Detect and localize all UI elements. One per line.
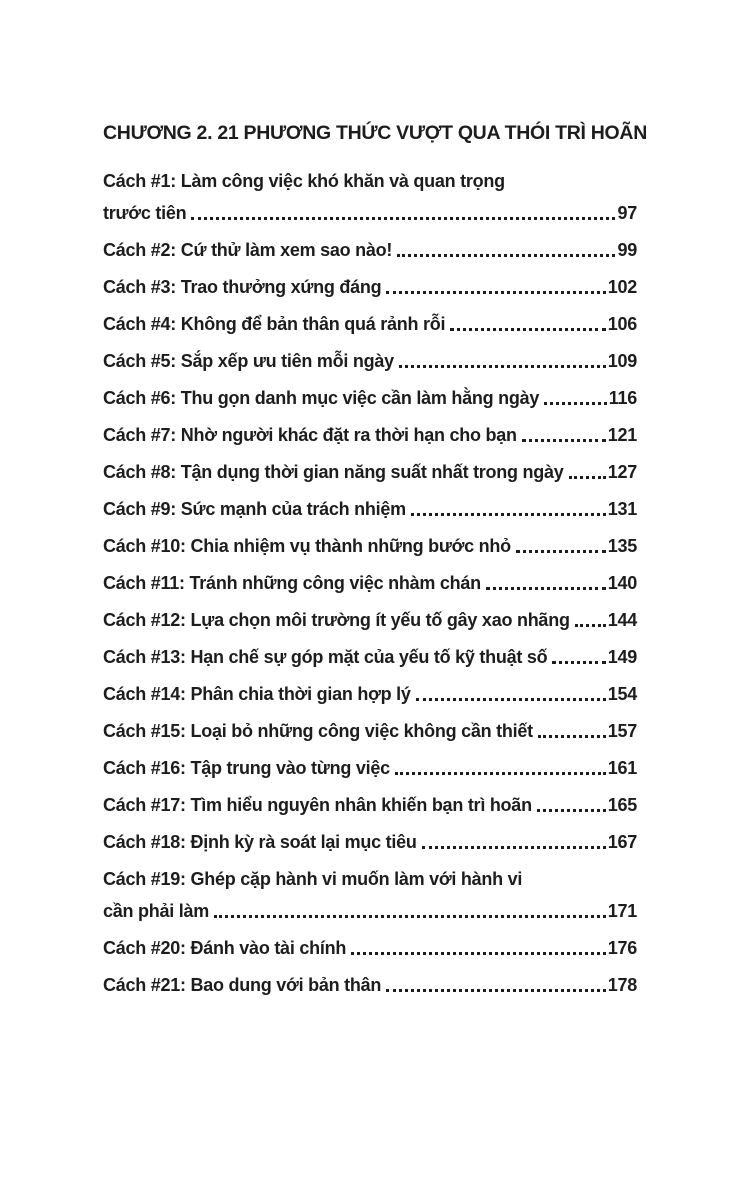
toc-entry-row [103, 567, 637, 599]
dot-leader [516, 550, 606, 553]
toc-entry-title: Cách #2: Cứ thử làm xem sao nào! [103, 240, 393, 260]
dot-leader [351, 952, 606, 955]
dot-leader [544, 402, 607, 405]
toc-entry-title: Cách #11: Tránh những công việc nhàm chán [103, 573, 481, 593]
toc-entry-title: Cách #10: Chia nhiệm vụ thành những bước nhỏ [103, 536, 511, 556]
dot-leader [450, 328, 605, 331]
toc-entry-row [103, 493, 637, 525]
toc-entry [103, 969, 637, 1001]
toc-entry-row [103, 715, 637, 747]
toc-entry-title: Cách #18: Định kỳ rà soát lại mục tiêu [103, 832, 417, 852]
toc-entry [103, 345, 637, 377]
toc-entry-title: Cách #12: Lựa chọn môi trường ít yếu tố gây xao nhãng [103, 610, 570, 630]
toc-entry-title: trước tiên [103, 203, 187, 223]
page-number: 121 [607, 425, 637, 445]
toc-entry-row [103, 969, 637, 1001]
toc-entry [103, 604, 637, 636]
dot-leader [416, 698, 606, 701]
page-number: 106 [607, 314, 637, 334]
dot-leader [214, 915, 606, 918]
page-number: 178 [607, 975, 637, 995]
page-number: 97 [617, 203, 637, 223]
dot-leader [569, 476, 606, 479]
page-number: 149 [607, 647, 637, 667]
dot-leader [486, 587, 606, 590]
table-of-contents [103, 122, 647, 1006]
page-number: 176 [607, 938, 637, 958]
toc-entry [103, 271, 637, 303]
toc-list [103, 165, 637, 1001]
toc-entry-row [103, 641, 637, 673]
toc-entry [103, 234, 637, 266]
dot-leader [522, 439, 606, 442]
toc-entry [103, 932, 637, 964]
toc-entry-title: Cách #9: Sức mạnh của trách nhiệm [103, 499, 406, 519]
toc-entry-row [103, 530, 637, 562]
page-number: 140 [607, 573, 637, 593]
toc-entry-row [103, 271, 637, 303]
toc-entry-row [103, 895, 637, 927]
dot-leader [552, 661, 605, 664]
toc-entry-row [103, 678, 637, 710]
dot-leader [397, 254, 615, 257]
toc-entry [103, 456, 637, 488]
toc-entry-title: Cách #21: Bao dung với bản thân [103, 975, 382, 995]
toc-entry [103, 493, 637, 525]
page-number: 127 [607, 462, 637, 482]
toc-entry-row [103, 197, 637, 229]
toc-entry [103, 567, 637, 599]
toc-entry-title-line1: Cách #1: Làm công việc khó khăn và quan trọng [103, 171, 505, 191]
toc-entry-row [103, 789, 637, 821]
page-number: 131 [607, 499, 637, 519]
dot-leader [399, 365, 606, 368]
toc-entry-title: Cách #13: Hạn chế sự góp mặt của yếu tố kỹ thuật số [103, 647, 548, 667]
toc-entry-row [103, 826, 637, 858]
toc-entry-row [103, 932, 637, 964]
toc-entry [103, 641, 637, 673]
toc-entry-title: Cách #6: Thu gọn danh mục việc cần làm hằng ngày [103, 388, 540, 408]
page-number: 135 [607, 536, 637, 556]
toc-entry-title: Cách #15: Loại bỏ những công việc không cần thiết [103, 721, 533, 741]
dot-leader [191, 217, 615, 220]
page-number: 157 [607, 721, 637, 741]
page-number: 109 [607, 351, 637, 371]
toc-entry [103, 826, 637, 858]
toc-entry-title: Cách #4: Không để bản thân quá rảnh rỗi [103, 314, 446, 334]
page-number: 165 [607, 795, 637, 815]
dot-leader [537, 809, 606, 812]
toc-entry-row [103, 345, 637, 377]
toc-entry [103, 165, 637, 229]
dot-leader [422, 846, 606, 849]
dot-leader [395, 772, 606, 775]
toc-entry-title: Cách #3: Trao thưởng xứng đáng [103, 277, 382, 297]
chapter-title: CHƯƠNG 2. 21 PHƯƠNG THỨC VƯỢT QUA THÓI TRÌ HOÃN [103, 122, 647, 144]
page-number: 144 [607, 610, 637, 630]
toc-entry [103, 752, 637, 784]
toc-entry [103, 530, 637, 562]
dot-leader [575, 624, 606, 627]
toc-entry [103, 308, 637, 340]
toc-entry [103, 382, 637, 414]
page-number: 99 [617, 240, 637, 260]
dot-leader [386, 291, 605, 294]
toc-entry-row [103, 308, 637, 340]
dot-leader [386, 989, 606, 992]
page-number: 161 [607, 758, 637, 778]
toc-entry-title-line1: Cách #19: Ghép cặp hành vi muốn làm với hành vi [103, 869, 523, 889]
toc-entry [103, 419, 637, 451]
toc-entry-title: Cách #8: Tận dụng thời gian năng suất nhất trong ngày [103, 462, 564, 482]
toc-entry-title: Cách #7: Nhờ người khác đặt ra thời hạn cho bạn [103, 425, 517, 445]
toc-entry-row [103, 234, 637, 266]
toc-entry-row [103, 752, 637, 784]
page-number: 154 [607, 684, 637, 704]
toc-entry [103, 678, 637, 710]
dot-leader [411, 513, 606, 516]
toc-entry-title: cần phải làm [103, 901, 210, 921]
toc-entry [103, 863, 637, 927]
dot-leader [538, 735, 606, 738]
toc-entry-title: Cách #14: Phân chia thời gian hợp lý [103, 684, 411, 704]
toc-entry-row [103, 382, 637, 414]
toc-entry-title: Cách #16: Tập trung vào từng việc [103, 758, 390, 778]
page-number: 102 [607, 277, 637, 297]
toc-entry-title: Cách #17: Tìm hiểu nguyên nhân khiến bạn trì hoãn [103, 795, 532, 815]
toc-entry [103, 789, 637, 821]
toc-entry-row [103, 456, 637, 488]
toc-entry [103, 715, 637, 747]
page-number: 171 [607, 901, 637, 921]
toc-entry-title: Cách #5: Sắp xếp ưu tiên mỗi ngày [103, 351, 394, 371]
page-number: 167 [607, 832, 637, 852]
toc-entry-row [103, 604, 637, 636]
page-number: 116 [608, 388, 637, 408]
toc-entry-row [103, 419, 637, 451]
toc-entry-title: Cách #20: Đánh vào tài chính [103, 938, 347, 958]
